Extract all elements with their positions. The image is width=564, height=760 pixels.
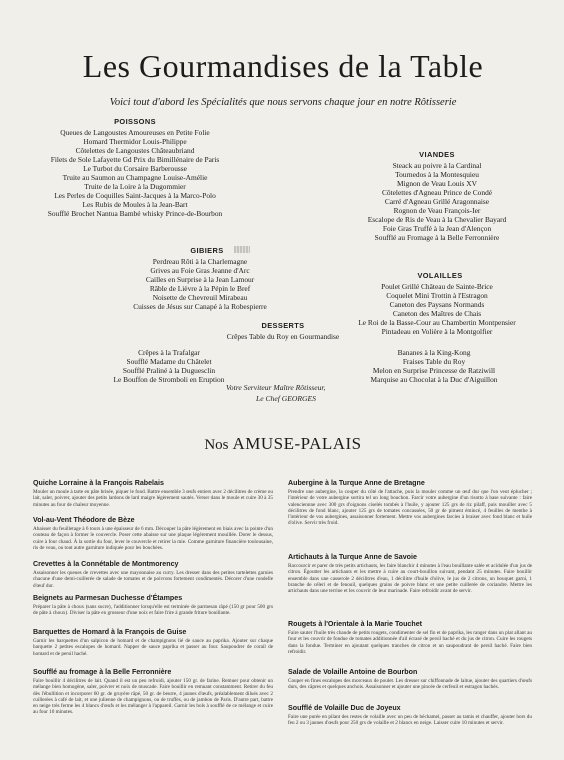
- menu-item: Cuisses de Jésus sur Canapé à la Robespierre: [133, 302, 267, 312]
- recipe-block: [33, 479, 273, 508]
- recipe-block: [33, 516, 273, 551]
- volailles-heading: VOLAILLES: [417, 271, 463, 280]
- recipe-block: [288, 704, 532, 727]
- menu-item: Côtelettes de Langoustes Châteaubriand: [75, 146, 195, 156]
- menu-item: Caneton des Paysans Normands: [389, 300, 485, 310]
- menu-item: Les Perles de Coquilles Saint-Jacques à la Marco-Polo: [54, 191, 216, 201]
- desserts-right-list: [334, 348, 534, 384]
- recipe-text: Abaisser du feuilletage à 6 tours à une épaisseur de 6 mm. Découper la pâte légèrement en biais avec la pointe d'un couteau de façon à former le couvercle. Poser cette abaisse sur une plaque légèrement mouillée. Dorer le dessus, cuire à four chaud. À la sortie du four, lever le couvercle et retirer la mie. Comme garniture financière toulousaine, ris de veau, ou tout autre garniture indiquée pour les bouchées.: [33, 526, 273, 551]
- page-title: Les Gourmandises de la Table: [82, 48, 484, 84]
- recipe-block: [288, 553, 532, 594]
- amuse-palais-title: [30, 434, 536, 454]
- recipe-text: Assaisonner les queues de crevettes avec une mayonnaise au curry. Les dresser dans des petites tartelettes garnies chacune d'une demi-cuillerée de salade de tomates et de poivrons fortement condimentés. Décorer d'une rondelle d'œuf dur.: [33, 570, 273, 589]
- recipe-block: [33, 560, 273, 589]
- menu-item: Cailles en Surprise à la Jean Lamour: [145, 275, 255, 285]
- recipe-text: Faire bouillir 4 décilitres de lait. Quand il est un peu refroidi, ajouter 150 gr. de farine. Remuer pour obtenir un mélange bien homogène, saler, poivrer et noix de muscade. Faire bouillir en remuant constamment. Retirer du feu dès l'ébullition et incorporer 60 gr. de gruyère râpé, 50 gr. de beurre, 4 jaunes d'œufs, préalablement dilués avec 2 cuillerées à café de lait, et une julienne de champignons, ou de truffes, ou de jambon de Paris. D'autre part, battre en neige très ferme les 4 blancs d'œufs et les mélanger à l'appareil. Garnir les bols à soufflé de ce mélange et cuire au four 10 minutes.: [33, 678, 273, 716]
- recipe-text: Raccourcir et parer de très petits artichauts, les faire blanchir 4 minutes à l'eau bouillante salée et acidulée d'un jus de citron. Égoutter les artichauts et les mettre à cuire au court-bouillon suivant, pendant 25 minutes. Faire bouillir ensemble dans une casserole 2 décilitres d'eau, 1 décilitre d'huile d'olive, le jus de 2 citrons, un bouquet garni, 1 branche de céleri et de fenouil, quelques grains de poivre blanc et une petite cuillerée de coriandre. Mettre les artichauts dans une terrine et les couvrir de leur marinade. Faire refroidir avant de servir.: [288, 563, 532, 595]
- recipe-title: Barquettes de Homard à la François de Guise: [33, 628, 187, 636]
- menu-item: Côtelettes d'Agneau Prince de Condé: [381, 188, 493, 198]
- gibiers-list: [100, 257, 300, 311]
- menu-item: Le Bouffon de Stromboli en Eruption: [113, 375, 225, 385]
- menu-item: Pintadeau en Volière à la Montgolfier: [381, 327, 493, 337]
- menu-item: Marquise au Chocolat à la Duc d'Aiguillon: [370, 375, 498, 385]
- menu-item: Steack au poivre à la Cardinal: [392, 161, 482, 170]
- recipe-text: Faire sauter l'huile très chaude de petits rougets, condimenter de sel fin et de paprika, les ranger dans un plat allant au four et les couvrir de fondue de tomates additionnée d'ail écrasé de persil haché et du jus de citron. Cuire les rougets dans la fondue. Terminer en ajoutant quelques tranches de citron et un saupoudrant de persil haché. Faire bien refroidir.: [288, 630, 532, 655]
- recipe-title: Quiche Lorraine à la François Rabelais: [33, 479, 164, 487]
- recipe-title: Rougets à l'Orientale à la Marie Touchet: [288, 620, 423, 628]
- library-stamp: [234, 246, 250, 253]
- recipe-text: Mouler un moule à tarte en pâte brisée, piquer le fond. Battre ensemble 3 œufs entiers avec 2 décilitres de crème ou lait, saler, poivrer, ajouter des petits lardons de lard maigre légèrement sautés. Verser dans le moule et cuire 30 à 35 minutes au four de chaleur moyenne.: [33, 489, 273, 508]
- menu-item: Les Rubis de Moules à la Jean-Bart: [82, 200, 188, 210]
- recipe-block: [33, 628, 273, 657]
- recipe-block: [288, 620, 532, 655]
- recipe-title: Soufflé au fromage à la Belle Ferronnière: [33, 668, 172, 676]
- poissons-list: [22, 128, 248, 218]
- menu-item: Soufflé Brochet Nantua Bambé whisky Prince-de-Bourbon: [47, 209, 223, 219]
- menu-item: Rognon de Veau François-Ier: [393, 206, 481, 216]
- menu-item: Coquelet Mini Trottin à l'Estragon: [386, 291, 488, 301]
- viandes-heading: VIANDES: [419, 150, 455, 159]
- signoff-line-1: Votre Serviteur Maître Rôtisseur,: [226, 383, 326, 392]
- page-subtitle: Voici tout d'abord les Spécialités que nous servons chaque jour en notre Rôtisserie: [109, 97, 457, 108]
- recipe-block: [33, 668, 273, 716]
- recipe-title: Salade de Volaille Antoine de Bourbon: [288, 668, 418, 676]
- recipe-title: Vol-au-Vent Théodore de Bèze: [33, 516, 135, 524]
- signoff-line-2: Le Chef GEORGES: [256, 394, 316, 403]
- menu-item: Homard Thermidor Louis-Philippe: [83, 137, 187, 147]
- amuse-title-main: AMUSE-PALAIS: [232, 434, 362, 453]
- menu-item: Noisette de Chevreuil Mirabeau: [152, 293, 248, 303]
- recipe-text: Prendre une aubergine, la couper du côté de l'attache, puis la mouler comme un œuf dur que l'on veut éplucher ; l'intérieur de votre aubergine sortira tel un long bouchon. Farcir votre aubergine d'un risotto à base suivante : faire valenciennne avec 300 grs d'oignons ciselés tombés à l'huile, y ajouter 125 grs de riz pilaff, puis mouiller avec 5 décilitres de fond blanc, ajouter 125 grs de tomates concassées, 50 gr de piment émincé, 4 feuilles de menthe à l'intérieur de vos aubergines, assaisonner fortement. Mettre vos aubergines farcies à braiser avec fond blanc et huile d'olive. Servir très froid.: [288, 489, 532, 527]
- volailles-list: [322, 282, 552, 336]
- menu-item: Le Roi de la Basse-Cour au Chambertin Montpensier: [358, 318, 516, 328]
- menu-item: Soufflé Praliné à la Duguesclin: [122, 366, 216, 376]
- recipe-text: Garnir les barquettes d'un salpicon de homard et de champignons lié de sauce au paprika. Ajouter sur chaque barquette 2 petites escalopes de homard. Napper de sauce paprika et passer au four. Saupoudrer de corail de homard et de persil haché.: [33, 638, 273, 657]
- recipe-title: Soufflé de Volaille Duc de Joyeux: [288, 704, 401, 712]
- menu-item: Caneton des Maîtres de Chais: [392, 309, 482, 319]
- recipe-block: [33, 594, 273, 617]
- menu-item: Crêpes à la Trafalgar: [138, 348, 200, 357]
- menu-item: Bananes à la King-Kong: [397, 348, 471, 357]
- gibiers-heading: GIBIERS: [190, 246, 224, 255]
- menu-item: Truite au Saumon au Champagne Louise-Amélie: [62, 173, 208, 183]
- recipe-block: [288, 479, 532, 527]
- menu-item: Soufflé au Fromage à la Belle Ferronnière: [374, 233, 500, 243]
- desserts-heading: DESSERTS: [261, 321, 305, 330]
- recipe-title: Beignets au Parmesan Duchesse d'Étampes: [33, 594, 183, 602]
- menu-item: Carré d'Agneau Grillé Aragonnaise: [384, 197, 490, 207]
- dessert-featured-item: Crêpes Table du Roy en Gourmandise: [226, 332, 340, 341]
- recipe-block: [288, 668, 532, 691]
- recipe-title: Crevettes à la Connétable de Montmorency: [33, 560, 179, 568]
- menu-item: Filets de Sole Lafayette Gd Prix du Bimillénaire de Paris: [50, 155, 220, 165]
- menu-item: Râble de Lièvre à la Pépin le Bref: [149, 284, 251, 294]
- menu-item: Fraises Table du Roy: [402, 357, 466, 367]
- menu-item: Foie Gras Truffé à la Jean d'Alençon: [382, 224, 492, 234]
- menu-content: [30, 34, 536, 746]
- menu-item: Soufflé Madame du Châtelet: [126, 357, 212, 367]
- viandes-list: [320, 161, 554, 242]
- menu-item: Truite de la Loire à la Dugommier: [84, 182, 186, 192]
- menu-item: Le Turbot du Corsaire Barberousse: [83, 164, 187, 174]
- menu-item: Escalope de Ris de Veau à la Chevalier Bayard: [367, 215, 507, 225]
- menu-item: Queues de Langoustes Amoureuses en Petite Folie: [60, 128, 210, 137]
- recipe-text: Préparer la pâte à choux (sans sucre), l'additionner lorsqu'elle est terminée de parmesan râpé (150 gr pour 500 grs de pâte à choux). Diviser la pâte en grosseur d'une noix et faire frire à grande friture bouillante.: [33, 604, 273, 617]
- recipe-title: Aubergine à la Turque Anne de Bretagne: [288, 479, 425, 487]
- menu-item: Mignon de Veau Louis XV: [397, 179, 477, 189]
- menu-item: Grives au Foie Gras Jeanne d'Arc: [150, 266, 250, 276]
- amuse-title-prefix: Nos: [204, 437, 229, 453]
- menu-item: Poulet Grillé Château de Sainte-Brice: [381, 282, 493, 291]
- menu-item: Melon en Surprise Princesse de Ratziwill: [372, 366, 496, 376]
- recipe-text: Faire une purée en pilant des restes de volaille avec un peu de béchamel, passer au tamis et chauffer, ajouter hors du feu 2 ou 3 jaunes d'œufs pour 250 grs de volaille et 2 blancs en neige. Laisser cuire 10 minutes et servir.: [288, 714, 532, 727]
- poissons-heading: POISSONS: [114, 117, 156, 126]
- recipe-title: Artichauts à la Turque Anne de Savoie: [288, 553, 417, 561]
- desserts-left-list: [84, 348, 254, 384]
- chef-signoff: [226, 382, 416, 404]
- recipe-text: Couper en fines escalopes des morceaux de poulet. Les dresser sur chiffonnade de laitue, ajouter des quartiers d'œufs durs, des câpres et quelques anchois. Assaisonner et ajouter une pincée de cerfeuil et estragon hachés.: [288, 678, 532, 691]
- menu-item: Tournedos à la Montesquieu: [395, 170, 479, 180]
- menu-item: Perdreau Rôti à la Charlemagne: [152, 257, 248, 266]
